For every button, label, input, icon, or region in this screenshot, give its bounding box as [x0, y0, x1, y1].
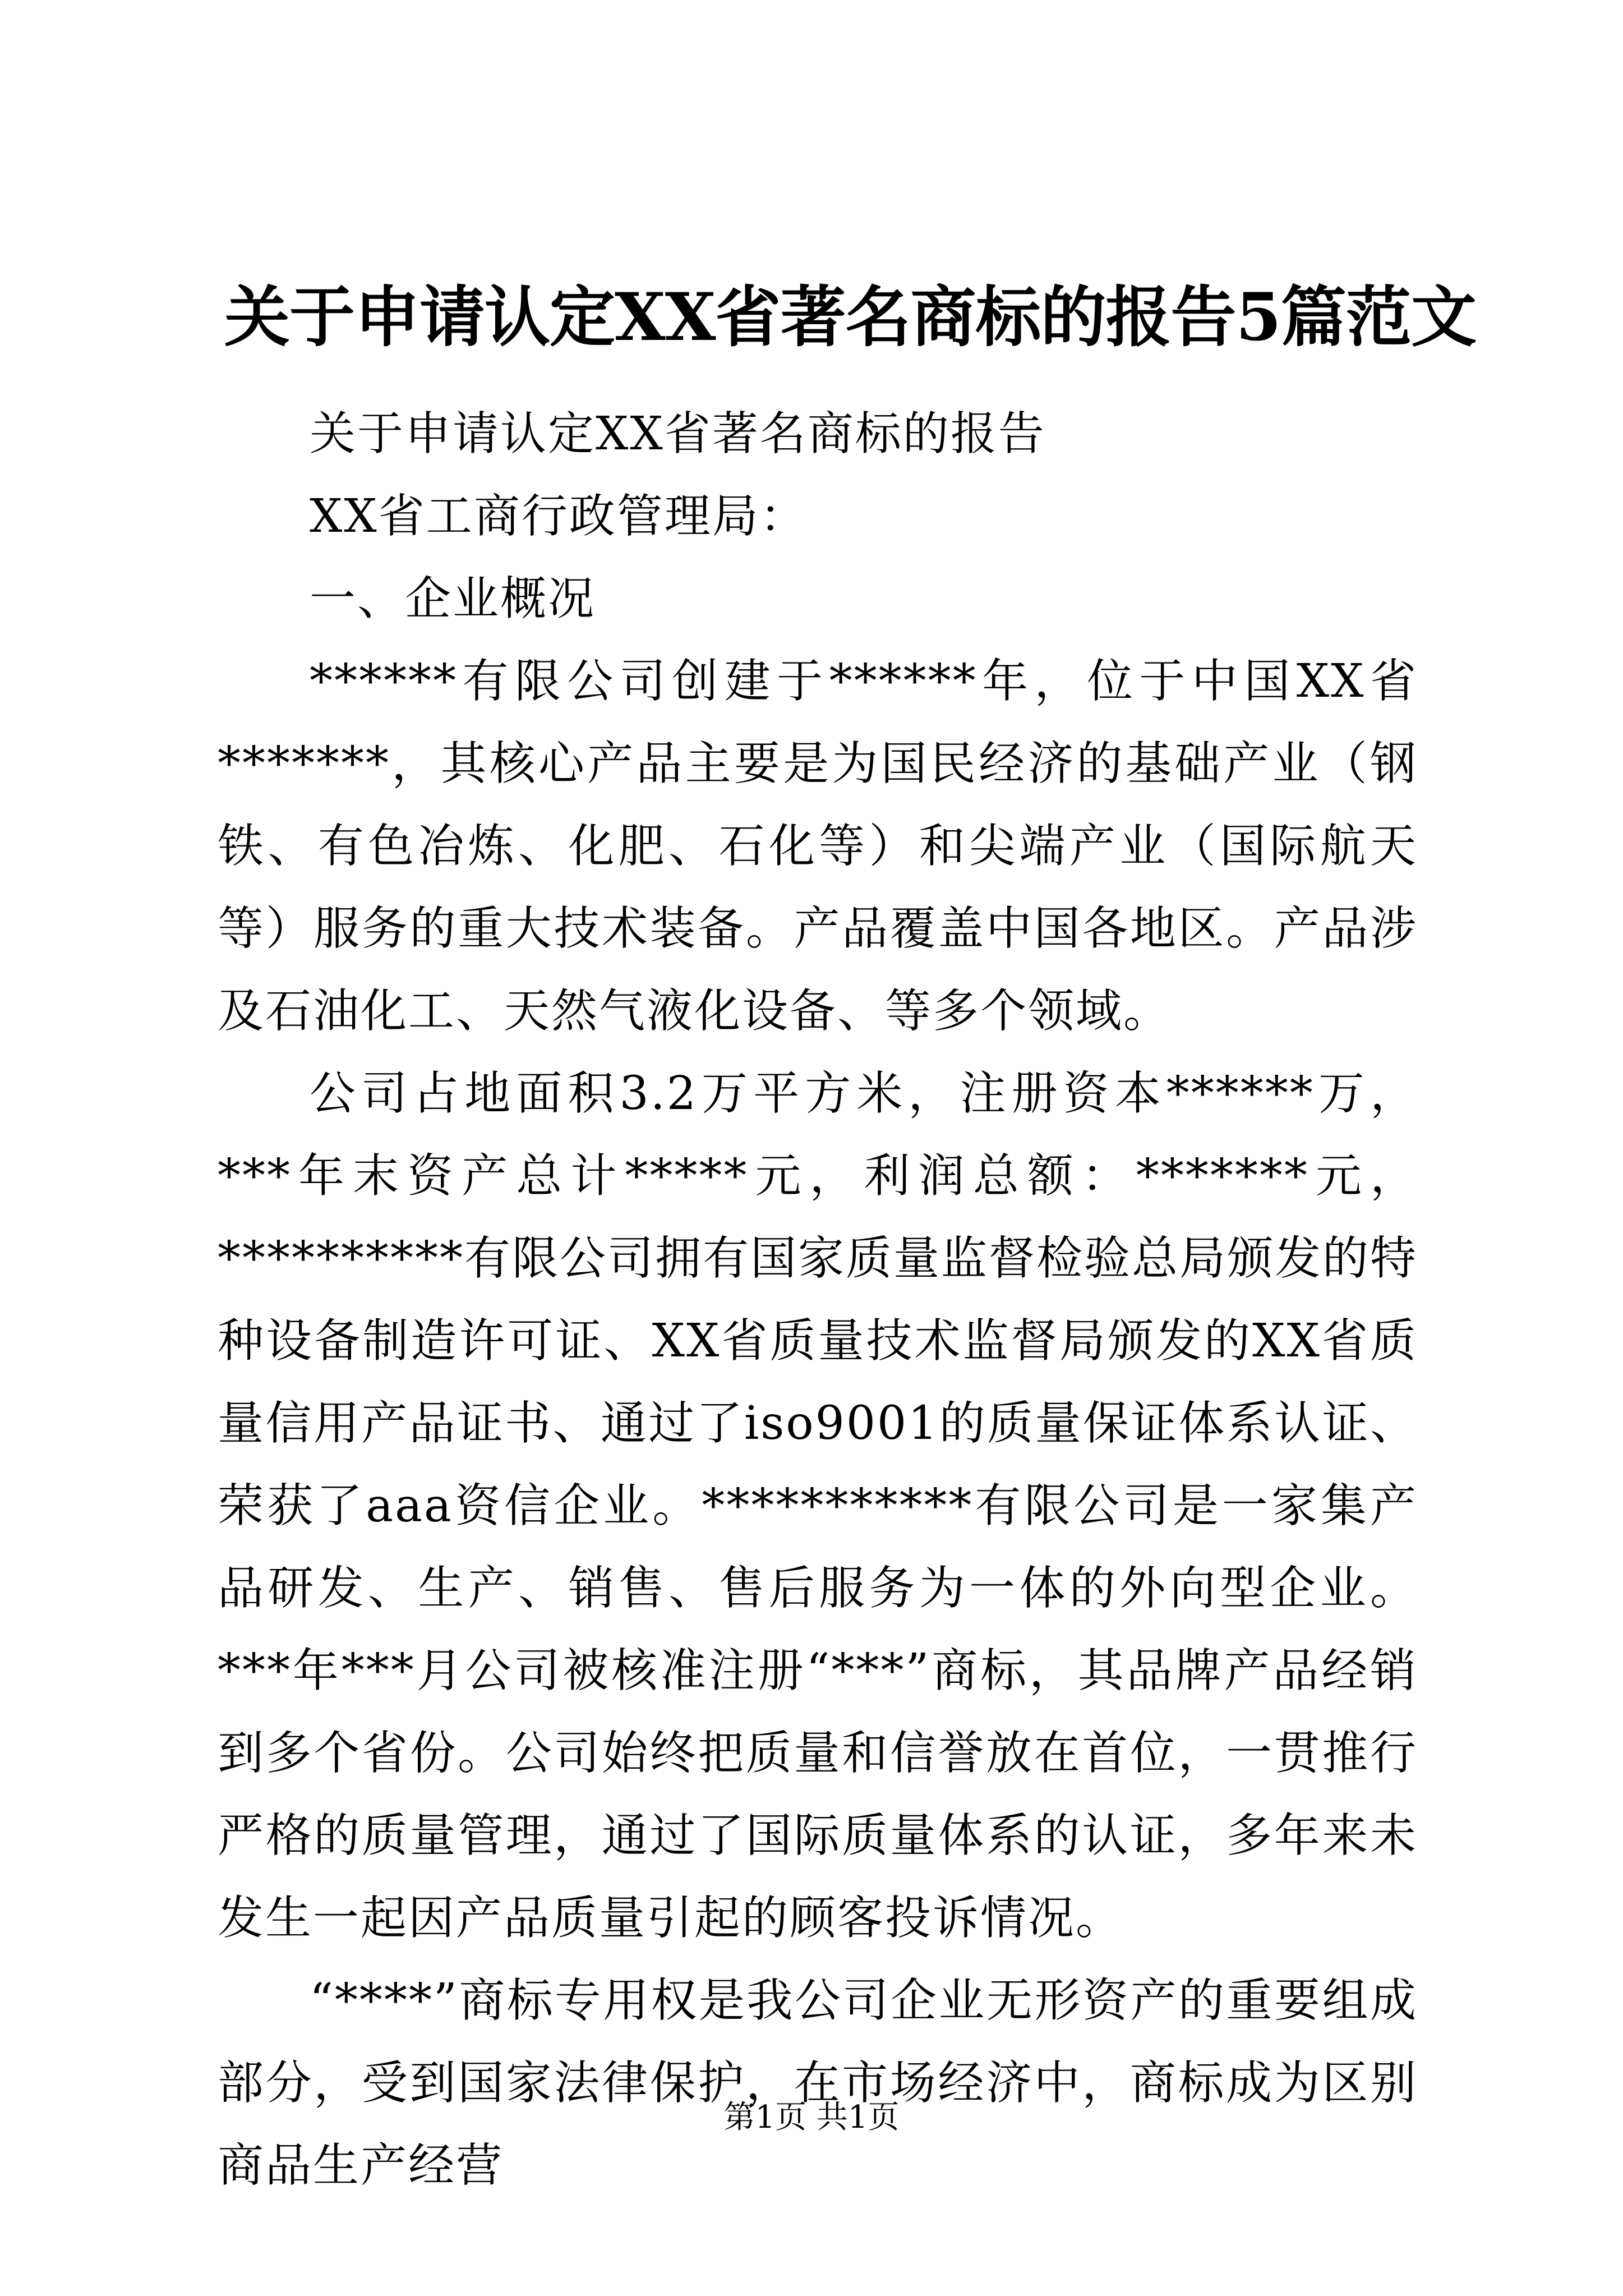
- page-number-footer: 第1页 共1页: [723, 2099, 900, 2136]
- section-heading: 一、企业概况: [310, 572, 596, 625]
- document-body: [218, 393, 1418, 2207]
- salutation: XX省工商行政管理局：: [310, 490, 808, 543]
- report-heading: 关于申请认定XX省著名商标的报告: [310, 407, 1046, 461]
- body-paragraph: 公司占地面积3.2万平方米，注册资本******万，***年末资产总计*****元，利润总额：*******元，**********有限公司拥有国家质量监督检验总局颁发的特种设备制造许可证、XX省质量技术监督局颁发的XX省质量信用产品证书、通过了iso9001的质量保证体系认证、荣获了aaa资信企业。***********有限公司是一家集产品研发、生产、销售、售后服务为一体的外向型企业。***年***月公司被核准注册“***”商标，其品牌产品经销到多个省份。公司始终把质量和信誉放在首位，一贯推行严格的质量管理，通过了国际质量体系的认证，多年来未发生一起因产品质量引起的顾客投诉情况。: [218, 1067, 1418, 1945]
- body-paragraph: “****”商标专用权是我公司企业无形资产的重要组成部分，受到国家法律保护，在市场经济中，商标成为区别商品生产经营: [218, 1974, 1418, 2192]
- document-title: 关于申请认定XX省著名商标的报告5篇范文: [224, 278, 1476, 356]
- body-paragraph: ******有限公司创建于******年，位于中国XX省*******，其核心产品主要是为国民经济的基础产业（钢铁、有色冶炼、化肥、石化等）和尖端产业（国际航天等）服务的重大技术装备。产品覆盖中国各地区。产品涉及石油化工、天然气液化设备、等多个领域。: [218, 655, 1418, 1038]
